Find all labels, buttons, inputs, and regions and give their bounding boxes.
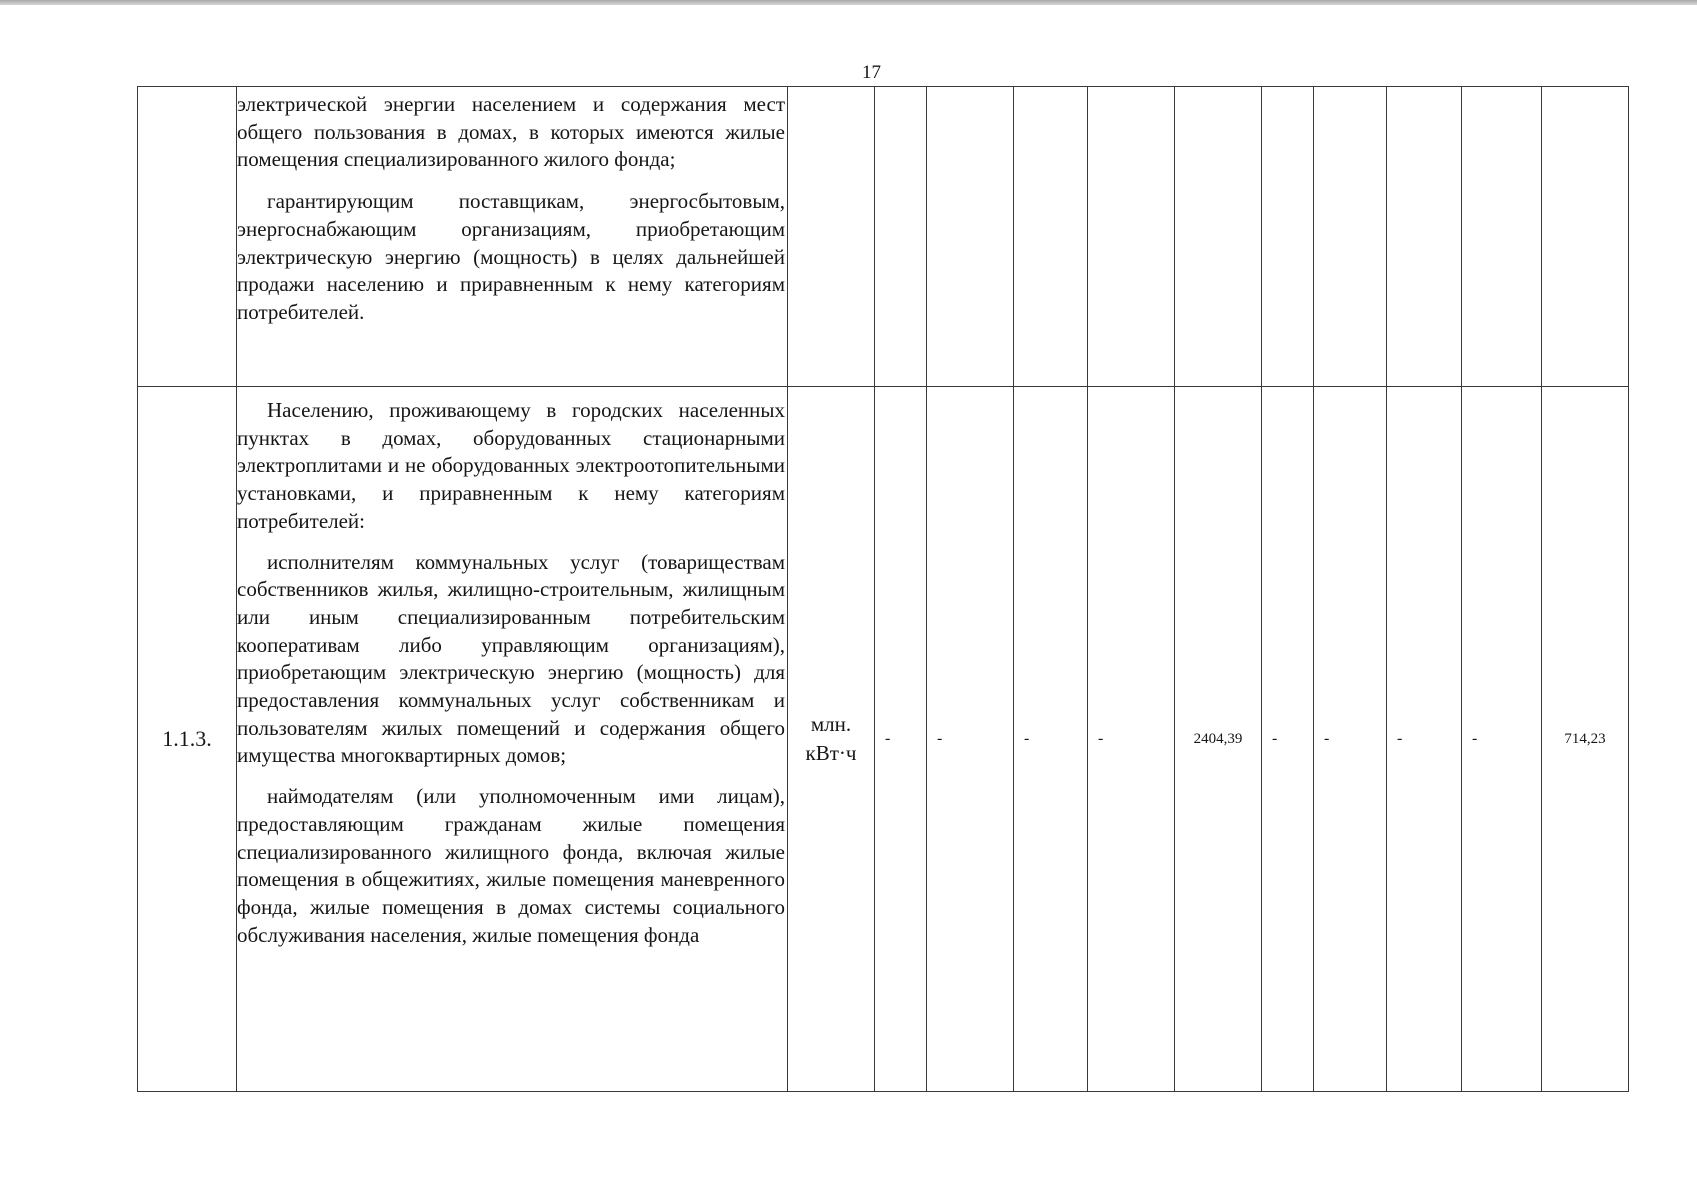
row-code-cell: 1.1.3. bbox=[138, 387, 237, 1092]
page-number: 17 bbox=[862, 62, 881, 83]
description-paragraph: исполнителям коммунальных услуг (товариществам собственников жилья, жилищно-строительным, жилищным или иным специализированным потребительским кооперативам либо управляющим организациям), приобретающим электрическую энергию (мощность) для предоставления коммунальных услуг собственникам и пользователям жилых помещений и содержания общего имущества многоквартирных домов; bbox=[237, 549, 785, 768]
unit-cell bbox=[788, 87, 875, 387]
description-paragraph: гарантирующим поставщикам, энергосбытовым, энергоснабжающим организациям, приобретающим электрическую энергию (мощность) в целях дальнейшей продажи населению и приравненным к нему категориям потребителей. bbox=[237, 189, 785, 324]
value-cell bbox=[1262, 87, 1314, 387]
description-paragraph: Населению, проживающему в городских населенных пунктах в домах, оборудованных стационарными электроплитами и не оборудованных электроотопительными установками, и приравненным к нему категориям потребителей: bbox=[237, 398, 785, 533]
description-paragraph: электрической энергии населением и содержания мест общего пользования в домах, в которых имеются жилые помещения специализированного жилого фонда; bbox=[237, 92, 785, 172]
value-cell: - bbox=[1014, 387, 1088, 1092]
row-description-cell bbox=[237, 387, 788, 1092]
value-cell bbox=[1314, 87, 1387, 387]
value-cell bbox=[1014, 87, 1088, 387]
row-code-cell bbox=[138, 87, 237, 387]
scan-top-edge bbox=[0, 0, 1697, 5]
value-cell: - bbox=[1262, 387, 1314, 1092]
value-cell: - bbox=[1387, 387, 1462, 1092]
value-cell bbox=[1387, 87, 1462, 387]
value-cell bbox=[1175, 87, 1262, 387]
value-cell: - bbox=[875, 387, 927, 1092]
unit-cell: млн. кВт·ч bbox=[788, 387, 875, 1092]
value-cell: - bbox=[1088, 387, 1175, 1092]
value-cell: 2404,39 bbox=[1175, 387, 1262, 1092]
value-cell bbox=[1462, 87, 1542, 387]
value-cell bbox=[1088, 87, 1175, 387]
tariff-table bbox=[137, 86, 1629, 1092]
table-row bbox=[138, 87, 1629, 387]
value-cell bbox=[927, 87, 1014, 387]
value-cell: - bbox=[927, 387, 1014, 1092]
value-cell: 714,23 bbox=[1542, 387, 1629, 1092]
value-cell bbox=[1542, 87, 1629, 387]
description-paragraph: наймодателям (или уполномоченным ими лицам), предоставляющим гражданам жилые помещения специализированного жилищного фонда, включая жилые помещения в общежитиях, жилые помещения маневренного фонда, жилые помещения в домах системы социального обслуживания населения, жилые помещения фонда bbox=[237, 784, 785, 947]
table-row bbox=[138, 387, 1629, 1092]
row-description-cell bbox=[237, 87, 788, 387]
value-cell bbox=[875, 87, 927, 387]
value-cell: - bbox=[1314, 387, 1387, 1092]
value-cell: - bbox=[1462, 387, 1542, 1092]
